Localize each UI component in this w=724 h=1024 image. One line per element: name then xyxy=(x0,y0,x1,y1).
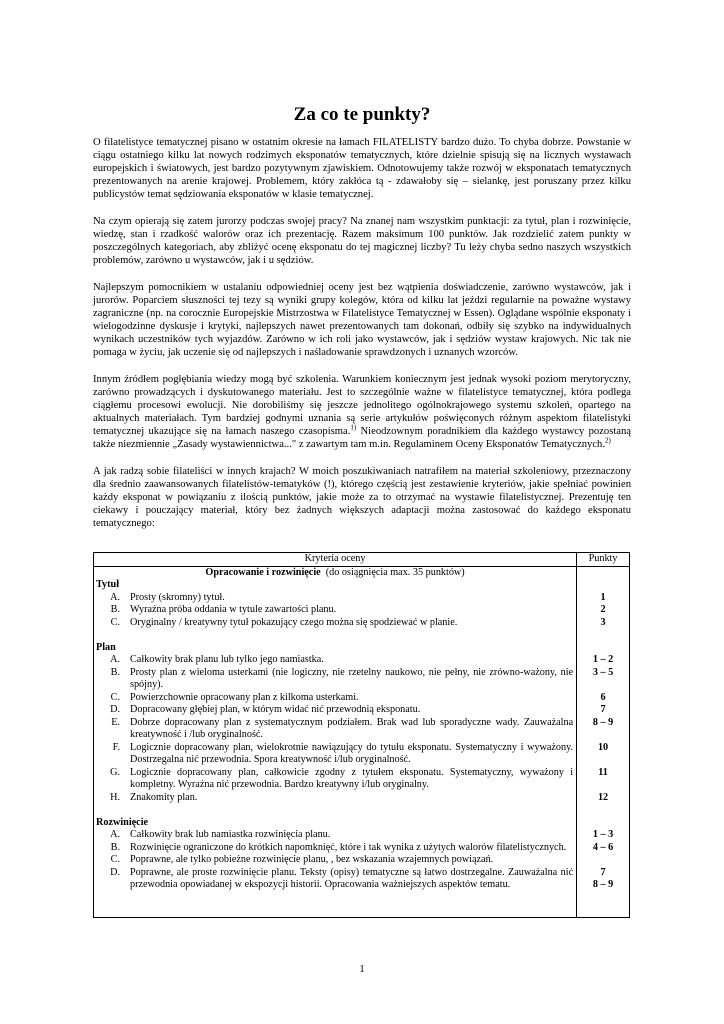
criterion-text: Prosty plan z wieloma usterkami (nie logiczny, nie rzetelny naukowo, nie pełny, nie zrówno-ważony, nie spójny). xyxy=(130,666,574,690)
criteria-column xyxy=(94,566,577,917)
criterion-letter: E. xyxy=(111,716,120,728)
criterion-letter: B. xyxy=(110,666,120,678)
points-column xyxy=(577,566,630,917)
criterion-text: Całkowity brak planu lub tylko jego namiastka. xyxy=(130,654,324,665)
criterion-points: 6 xyxy=(600,691,606,703)
table-body-row xyxy=(94,566,630,917)
criterion-letter: B. xyxy=(110,604,120,615)
paragraph-5: A jak radzą sobie filateliści w innych krajach? W moich poszukiwaniach natrafiłem na materiał szkoleniowy, przeznaczony dla średnio zaawansowanych filatelistów-tematyków (!), którego częścią jest zestawienie kryteriów, jakie spełniać powinien każdy eksponat w powiązaniu z ilością punktów, jakie może za to otrzymać na wystawie filatelistycznej. Prezentuję ten ciekawy i pouczający materiał, który bez żadnych większych adaptacji można zastosować do każdego eksponatu tematycznego: xyxy=(93,466,631,529)
criterion-text: Oryginalny / kreatywny tytuł pokazujący czego można się spodziewać w planie. xyxy=(130,616,458,628)
criterion-item xyxy=(94,854,576,867)
criterion-item xyxy=(94,654,576,667)
group-heading: Plan xyxy=(96,641,116,653)
criterion-item xyxy=(94,829,576,842)
criterion-letter: H. xyxy=(110,791,120,803)
footnote-ref-2: 2) xyxy=(605,436,611,445)
criterion-letter: B. xyxy=(110,841,120,853)
criterion-item xyxy=(94,867,576,892)
criterion-text: Logicznie dopracowany plan, wielokrotnie nawiązujący do tytułu eksponatu. Systematyczny i wyważony. Dostrzegalna nić przewodnia. Spora kreatywność i/lub oryginalność. xyxy=(130,741,574,765)
points-spacer xyxy=(577,804,629,817)
criterion-points: 10 xyxy=(597,741,609,753)
article-body xyxy=(93,136,631,544)
page-number: 1 xyxy=(359,963,365,975)
group-heading: Rozwinięcie xyxy=(96,816,149,828)
criterion-text: Poprawne, ale tylko pobieżne rozwinięcie planu, , bez wskazania wzajemnych powiązań. xyxy=(130,854,494,865)
criterion-points: 7 xyxy=(600,866,606,878)
points-spacer xyxy=(577,629,629,642)
criterion-points: 2 xyxy=(600,604,606,615)
criterion-text: Wyraźna próba oddania w tytule zawartości planu. xyxy=(130,604,337,615)
criterion-item xyxy=(94,842,576,855)
criterion-points: 12 xyxy=(597,791,609,803)
criterion-points: 1 xyxy=(600,591,606,603)
criterion-points: 1 – 2 xyxy=(592,654,614,665)
criterion-item xyxy=(94,692,576,705)
table-header-row xyxy=(94,553,630,567)
criterion-points: 11 xyxy=(598,766,608,778)
criterion-points: 1 – 3 xyxy=(592,829,614,840)
criteria-table xyxy=(93,552,630,918)
criterion-text: Rozwinięcie ograniczone do krótkich napomknięć, które i tak wynika z użytych walorów filatelistycznych. xyxy=(130,841,567,853)
paragraph-4 xyxy=(93,373,631,451)
criterion-text: Powierzchownie opracowany plan z kilkoma usterkami. xyxy=(130,691,359,703)
section-note: (do osiągnięcia max. 35 punktów) xyxy=(325,566,465,578)
paragraph-2: Na czym opierają się zatem jurorzy podczas swojej pracy? Na znanej nam wszystkim punktacji: za tytuł, plan i rozwinięcie, wiedzę, stan i rzadkość walorów oraz ich prezentację. Razem maksimum 100 punktów. Jak rozdzielić zatem punkty w poszczególnych kategoriach, aby zbliżyć ocenę eksponatu do tej magicznej liczby? Tu leży chyba sedno naszych wszystkich problemów, zarówno u wystawców, jak i u sędziów. xyxy=(93,216,631,266)
criterion-points: 7 xyxy=(600,704,606,715)
criterion-item xyxy=(94,704,576,717)
footnote-ref-1: 1) xyxy=(350,423,357,432)
criterion-letter: D. xyxy=(110,704,120,715)
criterion-text: Prosty (skromny) tytuł. xyxy=(130,591,225,603)
criterion-points: 3 xyxy=(600,616,606,628)
points-spacer xyxy=(577,817,629,830)
criterion-item xyxy=(94,792,576,805)
criterion-letter: F. xyxy=(112,741,120,753)
group-spacer xyxy=(94,804,576,817)
criterion-points: 3 – 5 xyxy=(592,666,614,678)
criterion-text: Poprawne, ale proste rozwinięcie planu. Teksty (opisy) tematyczne są łatwo dostrzegalne. Zauważalna nić przewodnia opowiadanej w ekspozycji historii. Opracowania ważniejszych aspektów tematu. xyxy=(130,866,574,890)
points-spacer xyxy=(577,567,629,580)
paragraph-4-text-a: Innym źródłem pogłębiania wiedzy mogą być szkolenia. Warunkiem koniecznym jest jednak wysoki poziom merytoryczny, zarówno prowadzących i dyskutowanego materiału. Jest to szczególnie ważne w filatelistyce tematycznej, która podlega ciągłemu procesowi ewolucji. Nie dorobiliśmy się jeszcze jednolitego ogólnokrajowego systemu szkoleń, opartego na aktualnych materiałach. Tym bardziej godnymi uznania są serie artykułów poświęconych różnym aspektom filatelistyki tematycznej ukazujące się na łamach naszego czasopisma. xyxy=(93,374,631,437)
criterion-text: Logicznie dopracowany plan, całkowicie zgodny z tytułem eksponatu. Systematyczny, wyważony i kompletny. Wyraźna nić przewodnia. Bardzo kreatywny i/lub oryginalny. xyxy=(130,766,574,790)
criterion-letter: C. xyxy=(110,616,120,628)
points-spacer xyxy=(577,579,629,592)
criterion-points: 8 – 9 xyxy=(592,879,614,890)
criterion-item xyxy=(94,767,576,792)
criterion-letter: D. xyxy=(110,866,120,878)
paragraph-3: Najlepszym pomocnikiem w ustalaniu odpowiedniej oceny jest bez wątpienia doświadczenie, zarówno wystawców, jak i jurorów. Poparciem słuszności tej tezy są wyniki grupy kolegów, która od kilku lat jeździ regularnie na poważne wystawy zagraniczne (np. na corocznie Europejskie Mistrzostwa w Filatelistyce Tematycznej w Essen). Oglądane wspólnie eksponaty i wielogodzinne dyskusje i krytyki, najlepszych nawet prezentowanych tam dokonań, odbiły się szybko na indywidualnych wynikach uczestników tych wyjazdów. Zarówno w ich roli jako wystawców, jak i sędziów wystaw krajowych. Nic tak nie pomaga w życiu, jak uczenie się od najlepszych i naśladowanie sprawdzonych i uznanych wzorców. xyxy=(93,282,631,358)
criterion-letter: A. xyxy=(110,829,120,840)
criterion-item xyxy=(94,667,576,692)
criterion-item xyxy=(94,742,576,767)
criterion-letter: A. xyxy=(110,591,120,603)
criterion-item xyxy=(94,604,576,617)
criterion-item xyxy=(94,717,576,742)
points-spacer xyxy=(577,642,629,655)
criterion-letter: G. xyxy=(110,766,120,778)
paragraph-1: O filatelistyce tematycznej pisano w ostatnim okresie na łamach FILATELISTY bardzo dużo. To chyba dobrze. Powstanie w ciągu ostatniego kilku lat nowych rodzimych eksponatów tematycznych, które dzielnie spisują się na licznych wystawach europejskich i światowych, jest bardzo pozytywnym zjawiskiem. Odnotowujemy także rozwój w eksponatach tematycznych prezentowanych na arenie krajowej. Problemem, który zakłóca tą - zdawałoby się – sielankę, jest poruszany przez kilku publicystów temat sędziowania eksponatów w klasie tematycznej. xyxy=(93,137,631,200)
criterion-letter: C. xyxy=(110,854,120,865)
criterion-text: Całkowity brak lub namiastka rozwinięcia planu. xyxy=(130,829,331,840)
criterion-item xyxy=(94,617,576,630)
section-title xyxy=(94,567,576,580)
criterion-points: 8 – 9 xyxy=(592,716,614,728)
criterion-text: Dopracowany głębiej plan, w którym widać nić przewodnią eksponatu. xyxy=(130,704,421,715)
group-spacer xyxy=(94,629,576,642)
criterion-letter: C. xyxy=(110,691,120,703)
paragraph-4-text-b: Nieodzownym poradnikiem dla każdego wystawcy pozostaną także niezmiennie „Zasady wystawiennictwa..." z zawartym tam m.in. Regulaminem Oceny Eksponatów Tematycznych. xyxy=(93,426,631,450)
page-title: Za co te punkty? xyxy=(293,104,431,125)
criterion-text: Dobrze dopracowany plan z systematycznym podziałem. Brak wad lub sporadyczne wady. Zauważalna kreatywność i /lub oryginalność. xyxy=(130,716,574,740)
criterion-item xyxy=(94,592,576,605)
header-criteria: Kryteria oceny xyxy=(94,553,577,567)
criterion-points: 4 – 6 xyxy=(592,841,614,853)
section-title-text: Opracowanie i rozwinięcie xyxy=(205,566,321,578)
header-points: Punkty xyxy=(577,553,630,567)
criterion-letter: A. xyxy=(110,654,120,665)
group-heading: Tytuł xyxy=(96,579,120,590)
criterion-text: Znakomity plan. xyxy=(130,791,198,803)
